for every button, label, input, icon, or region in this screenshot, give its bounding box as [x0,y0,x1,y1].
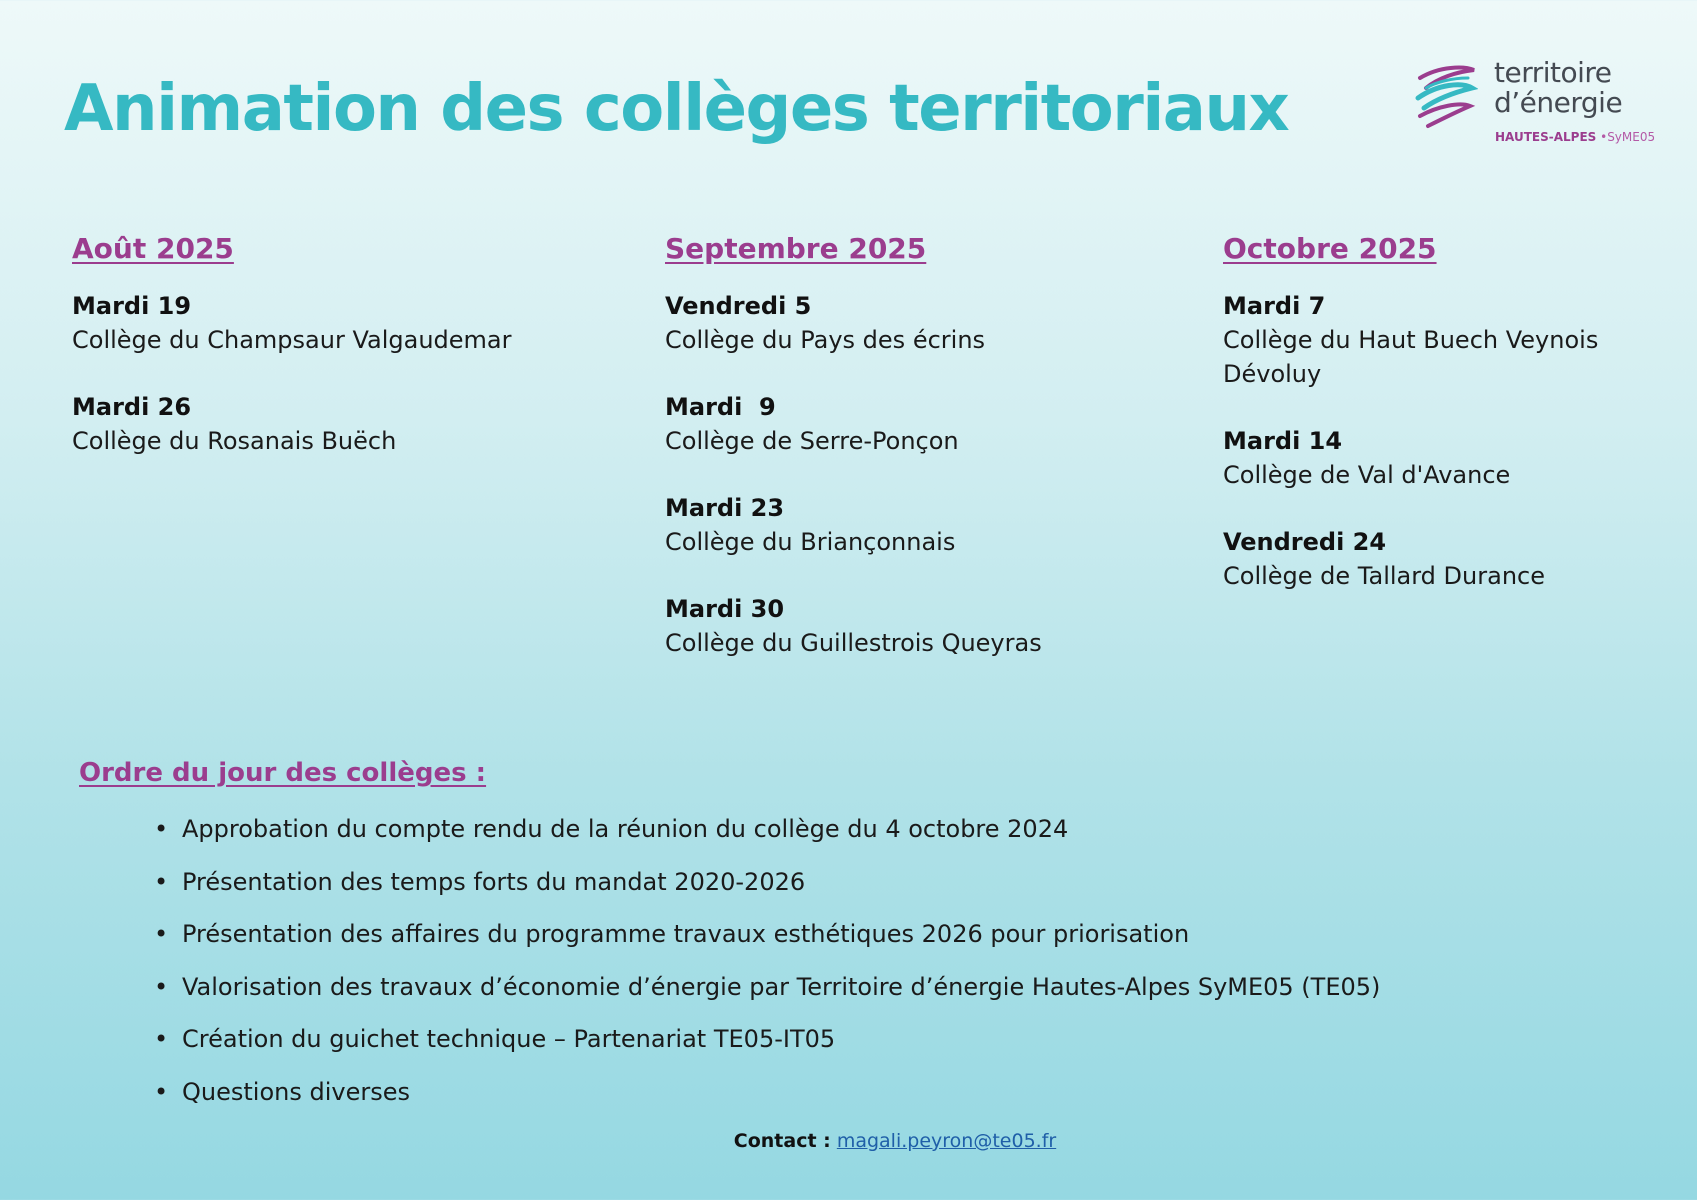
logo-swirl-icon [1412,64,1478,130]
agenda-item-text: Questions diverses [182,1077,410,1106]
bullet-icon: • [154,1025,169,1053]
month-column-octobre [1223,232,1643,626]
event-place: Collège du Briançonnais [665,528,956,556]
agenda-item [150,1022,1600,1075]
contact-label: Contact : [733,1130,831,1152]
event-place: Collège du Haut Buech Veynois Dévoluy [1223,326,1599,388]
event-date: Mardi 23 [665,494,785,522]
event-item [1223,424,1643,492]
event-place: Collège de Tallard Durance [1223,562,1545,590]
agenda-item [150,1075,1600,1128]
territoire-energie-logo [1412,58,1672,148]
agenda-item [150,812,1600,865]
event-date: Vendredi 24 [1223,528,1387,556]
logo-syme: •SyME05 [1600,130,1656,144]
logo-subtitle [1495,130,1655,144]
event-place: Collège du Champsaur Valgaudemar [72,326,512,354]
event-item [665,491,1185,559]
agenda-item [150,917,1600,970]
event-date: Mardi 9 [665,393,776,421]
agenda-title: Ordre du jour des collèges : [79,758,487,788]
month-title: Octobre 2025 [1223,232,1437,265]
event-date: Mardi 30 [665,595,785,623]
agenda-item-text: Création du guichet technique – Partenariat TE05-IT05 [182,1025,836,1053]
event-item [665,390,1185,458]
logo-line-2: d’énergie [1494,86,1623,119]
bullet-icon: • [154,920,169,948]
event-place: Collège du Rosanais Buëch [72,427,397,455]
month-column-aout [72,232,632,491]
event-place: Collège de Serre-Ponçon [665,427,959,455]
agenda-list [150,812,1600,1127]
event-date: Mardi 14 [1223,427,1343,455]
bullet-icon: • [154,1077,169,1106]
event-item [72,289,632,357]
agenda-item-text: Présentation des affaires du programme travaux esthétiques 2026 pour priorisation [182,920,1190,948]
event-date: Mardi 26 [72,393,192,421]
event-item [665,592,1185,660]
event-item [665,289,1185,357]
event-item [1223,525,1643,593]
logo-line-1: territoire [1494,56,1612,89]
event-date: Mardi 7 [1223,292,1326,320]
event-item [72,390,632,458]
agenda-item [150,865,1600,918]
page-title: Animation des collèges territoriaux [64,72,1289,146]
bullet-icon: • [154,815,169,843]
event-place: Collège de Val d'Avance [1223,461,1511,489]
event-place: Collège du Pays des écrins [665,326,986,354]
event-date: Mardi 19 [72,292,192,320]
month-title: Août 2025 [72,232,234,265]
agenda-item-text: Présentation des temps forts du mandat 2020-2026 [182,867,806,896]
bullet-icon: • [154,867,169,896]
logo-region: HAUTES-ALPES [1495,130,1597,144]
agenda-item-text: Approbation du compte rendu de la réunion du collège du 4 octobre 2024 [182,815,1069,843]
month-title: Septembre 2025 [665,232,927,265]
agenda-item [150,970,1600,1023]
agenda-item-text: Valorisation des travaux d’économie d’énergie par Territoire d’énergie Hautes-Alpes SyME05 (TE05) [182,972,1381,1001]
logo-wordmark [1494,58,1622,118]
event-date: Vendredi 5 [665,292,812,320]
event-item [1223,289,1643,391]
contact-line [0,1130,1697,1152]
contact-email-link[interactable]: magali.peyron@te05.fr [836,1130,1057,1152]
bullet-icon: • [154,972,169,1001]
month-column-septembre [665,232,1185,693]
event-place: Collège du Guillestrois Queyras [665,629,1042,657]
